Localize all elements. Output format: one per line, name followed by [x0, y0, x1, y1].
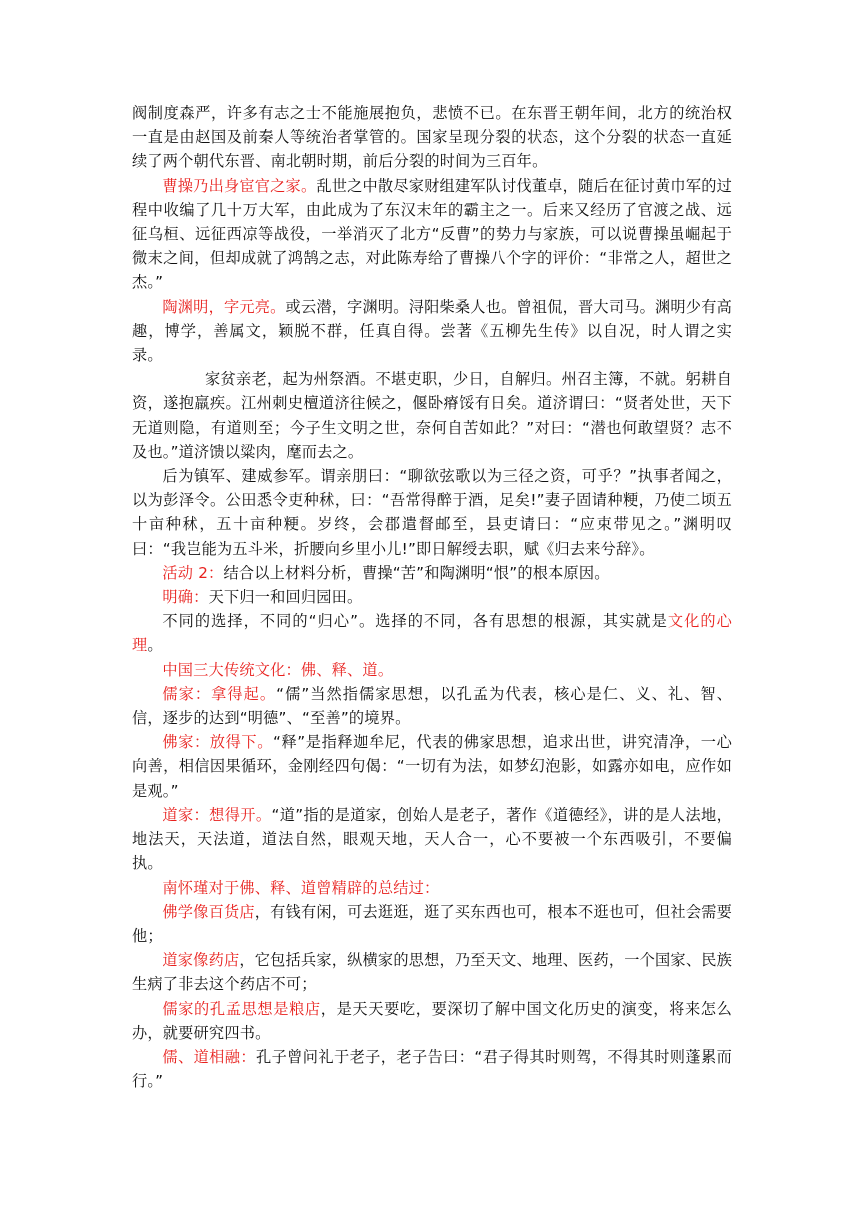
highlighted-text: 南怀瑾对于佛、释、道曾精辟的总结过：: [162, 878, 440, 897]
paragraph: [132, 174, 732, 295]
paragraph: [132, 101, 732, 174]
body-text: ，它包括兵家，纵横家的思想，乃至天文、地理、医药，一个国家、民族生病了非去这个药店不可；: [132, 951, 733, 994]
body-text: 孔子曾问礼于老子，老子告曰：“君子得其时则驾，不得其时则蓬累而行。”: [132, 1047, 732, 1091]
paragraph: [132, 730, 732, 803]
body-text: 或云潜，字渊明。浔阳柴桑人也。曾祖侃，晋大司马。渊明少有高趣，博学，善属文，颖脱不群，任真自得。尝著《五柳先生传》以自况，时人谓之实录。: [132, 297, 732, 365]
paragraph: [132, 803, 732, 876]
paragraph: [132, 682, 732, 730]
paragraph: [132, 609, 732, 657]
paragraph: [132, 658, 732, 682]
body-text: “释”是指释迦牟尼，代表的佛家思想，追求出世，讲究清净，一心向善，相信因果循环，金刚经四句偈：“一切有为法，如梦幻泡影，如露亦如电，应作如是观。”: [132, 733, 732, 800]
paragraph: [132, 464, 732, 561]
paragraph: [132, 367, 732, 464]
highlighted-text: 儒家的孔孟思想是粮店: [162, 999, 321, 1018]
body-text: 天下归一和回归园田。: [208, 588, 363, 607]
body-text: “儒”当然指儒家思想，以孔孟为代表，核心是仁、义、礼、智、信，逐步的达到“明德”、“至善”的境界。: [132, 684, 732, 728]
body-text: 。: [147, 636, 163, 655]
highlighted-text: 佛学像百货店: [162, 902, 255, 921]
paragraph: [132, 876, 732, 900]
highlighted-text: 明确：: [162, 588, 209, 607]
document-body: [132, 101, 732, 1093]
paragraph: [132, 585, 732, 609]
highlighted-text: 文化的心理: [132, 612, 732, 655]
highlighted-text: 佛家：放得下。: [162, 733, 273, 752]
highlighted-text: 道家像药店: [162, 951, 240, 970]
paragraph: [132, 997, 732, 1045]
body-text: 阀制度森严，许多有志之士不能施展抱负，悲愤不已。在东晋王朝年间，北方的统治权一直是由赵国及前秦人等统治者掌管的。国家呈现分裂的状态，这个分裂的状态一直延续了两个朝代东晋、南北朝时期，前后分裂的时间为三百年。: [132, 104, 732, 171]
paragraph: [132, 1045, 732, 1093]
paragraph: [132, 948, 732, 996]
highlighted-text: 儒家：拿得起。: [162, 684, 277, 703]
body-text: 家贫亲老，起为州祭酒。不堪吏职，少日，自解归。州召主簿，不就。躬耕自资，遂抱羸疾。江州刺史檀道济往候之，偃卧瘠馁有日矣。道济谓曰：“贤者处世，天下无道则隐，有道则至；今子生文明之世，奈何自苦如此？”对曰：“潜也何敢望贤？志不及也。”道济馈以粱肉，麾而去之。: [132, 370, 732, 461]
body-text: 结合以上材料分析，曹操“苦”和陶渊明“恨”的根本原因。: [223, 563, 610, 582]
highlighted-text: 曹操乃出身宦官之家。: [162, 176, 317, 195]
highlighted-text: 儒、道相融：: [162, 1047, 256, 1066]
body-text: 不同的选择，不同的“归心”。选择的不同，各有思想的根源，其实就是: [162, 612, 668, 631]
paragraph: [132, 561, 732, 585]
body-text: 后为镇军、建威参军。谓亲朋曰：“聊欲弦歌以为三径之资，可乎？”执事者闻之，以为彭泽令。公田悉令吏种秫，曰：“吾常得醉于酒，足矣!”妻子固请种粳，乃使二顷五十亩种秫，五十亩种粳。岁终，会郡遣督邮至，县吏请曰：“应束带见之。”渊明叹曰：“我岂能为五斗米，折腰向乡里小儿!”即日解绶去职，赋《归去来兮辞》。: [132, 467, 732, 558]
paragraph: [132, 900, 732, 948]
highlighted-text: 道家：想得开。: [162, 805, 272, 824]
paragraph: [132, 295, 732, 368]
body-text: ，有钱有闲，可去逛逛，逛了买东西也可，根本不逛也可，但社会需要他；: [132, 902, 732, 945]
body-text: 乱世之中散尽家财组建军队讨伐董卓，随后在征讨黄巾军的过程中收编了几十万大军，由此成为了东汉末年的霸主之一。后来又经历了官渡之战、远征乌桓、远征西凉等战役，一举消灭了北方“反曹”的势力与家族，可以说曹操虽崛起于微末之间，但却成就了鸿鹄之志，对此陈寿给了曹操八个字的评价：“非常之人，超世之杰。”: [132, 176, 732, 292]
highlighted-text: 中国三大传统文化：佛、释、道。: [162, 660, 394, 679]
highlighted-text: 陶渊明，字元亮。: [162, 297, 286, 316]
body-text: “道”指的是道家，创始人是老子，著作《道德经》，讲的是人法地，地法天，天法道，道法自然，眼观天地，天人合一，心不要被一个东西吸引，不要偏执。: [132, 805, 732, 873]
highlighted-text: 活动 2：: [162, 563, 224, 582]
body-text: ，是天天要吃，要深切了解中国文化历史的演变，将来怎么办，就要研究四书。: [132, 999, 733, 1042]
